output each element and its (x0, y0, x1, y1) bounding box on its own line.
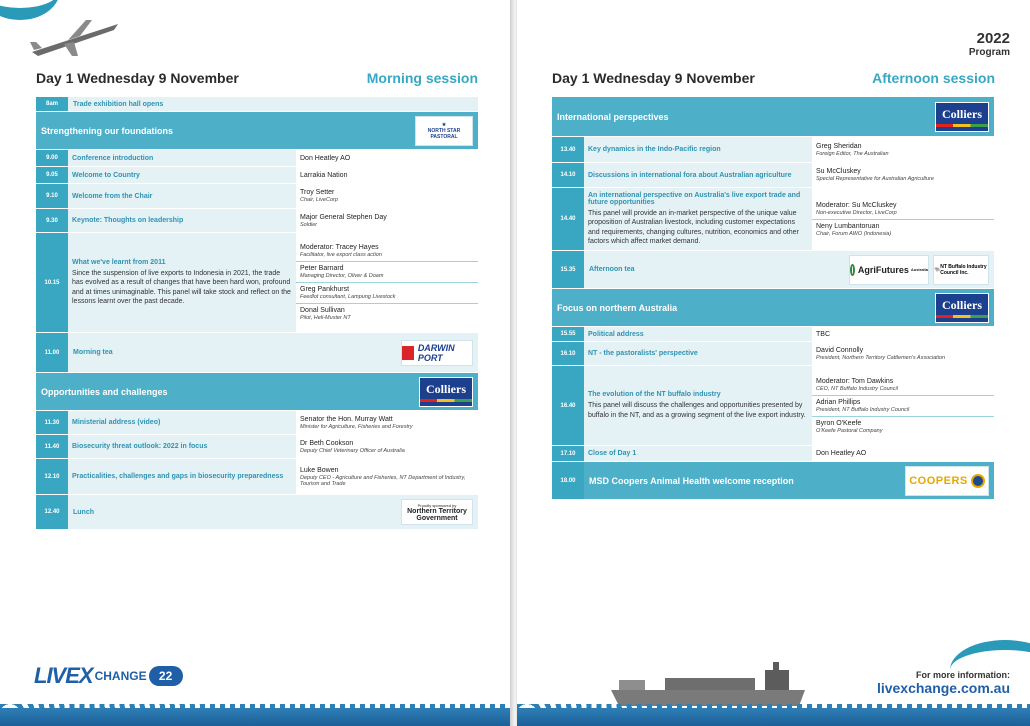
speaker-name: Moderator: Tracey Hayes (300, 244, 379, 251)
buffalo-icon: 🐃 (934, 266, 941, 273)
session-item (584, 366, 812, 445)
speaker-name: Don Heatley AO (816, 450, 867, 457)
speaker-name: Greg Pankhurst (300, 286, 350, 293)
session-title: Biosecurity threat outlook: 2022 in focus (72, 443, 208, 450)
session-title: The evolution of the NT buffalo industry (588, 391, 721, 398)
speaker-role: Minister for Agriculture, Fisheries and Forestry (300, 423, 413, 430)
section-title: MSD Coopers Animal Health welcome reception (589, 475, 794, 486)
session-item (68, 184, 296, 208)
session-title: Afternoon tea (589, 266, 635, 273)
section-header (36, 373, 478, 411)
time-cell: 15.55 (552, 327, 584, 341)
speaker-role: Chair, LiveCorp (300, 197, 338, 203)
session-item (68, 233, 296, 332)
airplane-icon (28, 18, 120, 58)
speaker-cell (812, 366, 994, 445)
speaker-name: Major General Stephen Day (300, 213, 387, 221)
speaker-cell (296, 233, 478, 332)
schedule-row (36, 233, 478, 333)
schedule-row (36, 209, 478, 233)
section-header (36, 112, 478, 150)
session-title: Lunch (73, 508, 94, 516)
session-item (584, 327, 812, 341)
time-cell: 9.10 (36, 184, 68, 208)
session-item (584, 188, 812, 250)
more-info: For more information: livexchange.com.au (876, 670, 1010, 696)
coopers-logo (905, 466, 989, 496)
day-header (552, 70, 995, 88)
speaker-name: Larrakia Nation (300, 171, 348, 179)
speaker-role: Feedlot consultant, Lampung Livestock (300, 294, 396, 300)
speaker-role: Soldier (300, 221, 318, 228)
speaker (296, 186, 478, 206)
time-cell: 9.05 (36, 167, 68, 183)
speaker (296, 464, 478, 490)
schedule-row (552, 188, 994, 251)
speaker (812, 165, 994, 185)
time-cell: 18.00 (552, 462, 584, 499)
time-cell: 13.40 (552, 137, 584, 162)
section-header (552, 289, 994, 327)
speaker-name: Byron O'Keefe (816, 419, 862, 427)
logo-text: AgriFutures (857, 264, 909, 275)
time-cell: 11.00 (36, 333, 68, 372)
leaf-icon (850, 264, 855, 276)
session-title: What we've learnt from 2011 (72, 258, 166, 266)
session-description: Since the suspension of live exports to Indonesia in 2021, the trade has evolved as a result of changes that have been hard won, profound and at times unimaginable. This panel will take stock and reflect on the lessons learnt over the past decade. (72, 269, 291, 305)
speaker (296, 169, 478, 182)
speaker-name: Moderator: Su McCluskey (816, 201, 897, 209)
speaker-role: Special Representative for Australian Agriculture (816, 176, 934, 182)
time-cell: 16.10 (552, 342, 584, 365)
logo-stripe (936, 124, 988, 127)
footer-band (517, 708, 1030, 726)
day-header (36, 70, 478, 88)
section-header (552, 97, 994, 137)
session-title: Discussions in international fora about Australian agriculture (588, 171, 792, 179)
session-item (68, 495, 478, 529)
speaker (296, 211, 478, 231)
time-cell: 12.40 (36, 495, 68, 529)
speaker-name: Peter Barnard (300, 265, 344, 272)
schedule-row (36, 167, 478, 184)
logo-stripe (420, 399, 472, 402)
speaker-name: Adrian Phillips (816, 398, 861, 406)
session-title: Key dynamics in the Indo-Pacific region (588, 146, 721, 153)
speaker (296, 283, 478, 304)
speaker-cell (812, 137, 994, 162)
schedule-row (552, 342, 994, 366)
schedule-row (36, 495, 478, 530)
session-item (584, 251, 994, 288)
speaker-cell (812, 188, 994, 250)
session-item (584, 342, 812, 365)
logo-mark (402, 346, 414, 360)
speaker-cell (296, 150, 478, 166)
section-title: Strengthening our foundations (41, 125, 173, 136)
speaker (812, 417, 994, 437)
speaker-name: David Connolly (816, 346, 864, 354)
speaker-role: President, Northern Territory Cattlemen's Association (816, 354, 946, 361)
speaker-role: Facilitator, live export class action (300, 252, 382, 258)
speaker-role: Deputy Chief Veterinary Officer of Australia (300, 447, 405, 454)
logo-text: Northern Territory (407, 507, 467, 515)
speaker-name: Luke Bowen (300, 466, 339, 474)
speaker-name: Greg Sheridan (816, 142, 862, 150)
speaker-cell (296, 411, 478, 434)
swoosh-decoration (0, 0, 60, 20)
speaker-role: CEO, NT Buffalo Industry Council (816, 385, 898, 392)
darwin-port-logo (401, 340, 473, 366)
speaker-role: President, NT Buffalo Industry Council (816, 406, 910, 413)
speaker-cell (296, 435, 478, 458)
speaker (296, 152, 478, 165)
logo-text: Colliers (942, 106, 982, 121)
session-item (584, 446, 812, 461)
speaker-role: Non-executive Director, LiveCorp (816, 209, 897, 216)
speaker-cell (296, 459, 478, 494)
time-cell: 11.40 (36, 435, 68, 458)
session-title: Political address (588, 330, 644, 338)
speaker (812, 396, 994, 417)
footer-band (0, 708, 513, 726)
time-cell: 15.35 (552, 251, 584, 288)
colliers-logo (935, 102, 989, 132)
section-title: Focus on northern Australia (557, 302, 678, 313)
session-item (68, 411, 296, 434)
speaker-role: Chair, Forum AWO (Indonesia) (816, 230, 892, 237)
speaker (296, 241, 478, 262)
session-label: Afternoon session (872, 70, 995, 86)
time-cell: 11.30 (36, 411, 68, 434)
session-title: Welcome from the Chair (72, 192, 153, 200)
session-description: This panel will discuss the challenges and opportunities presented by buffalo in the NT, and as a growing segment of the live export industry. (588, 402, 806, 419)
schedule-row (552, 327, 994, 342)
schedule-row (36, 97, 478, 112)
speaker (812, 328, 994, 341)
logo-text: Government (416, 514, 458, 522)
logo-text: Australia (910, 267, 928, 272)
schedule-row (36, 435, 478, 459)
time-cell: 16.40 (552, 366, 584, 445)
time-cell: 12.10 (36, 459, 68, 494)
time-cell: 14.10 (552, 163, 584, 187)
section-title: Opportunities and challenges (41, 386, 168, 397)
speaker (812, 344, 994, 364)
schedule-row (36, 333, 478, 373)
speaker-role: Deputy CEO - Agriculture and Fisheries, NT Department of Industry, Tourism and Trade (300, 474, 466, 487)
day-label: Day 1 Wednesday 9 November (36, 70, 239, 86)
schedule-table (36, 97, 478, 530)
session-description: This panel will provide an in-market perspective of the unique value proposition of Australian livestock, including customer expectations and requirements, changing cultures, nutrition, economics and other factors which affect market demand. (588, 209, 799, 245)
session-title: Close of Day 1 (588, 450, 637, 457)
ship-icon (605, 660, 815, 710)
day-label: Day 1 Wednesday 9 November (552, 70, 755, 86)
speaker-cell (296, 167, 478, 183)
time-cell: 9.00 (36, 150, 68, 166)
session-title: Conference introduction (72, 154, 154, 162)
colliers-logo (935, 293, 989, 323)
speaker (812, 375, 994, 396)
speaker-cell (296, 209, 478, 232)
speaker (812, 447, 994, 460)
session-label: Morning session (366, 70, 478, 86)
logo-text: Colliers (942, 297, 982, 312)
speaker-role: Managing Director, Oliver & Doam (300, 273, 384, 279)
website-link[interactable]: livexchange.com.au (876, 680, 1010, 696)
sponsor-logos (849, 255, 989, 285)
time-cell: 17.10 (552, 446, 584, 461)
livexchange-logo: LIVEX CHANGE 22 (34, 663, 183, 689)
time-cell: 9.30 (36, 209, 68, 232)
schedule-table (552, 97, 994, 500)
session-title: Ministerial address (video) (72, 419, 161, 426)
section-title: International perspectives (557, 111, 669, 122)
session-item (68, 435, 296, 458)
logo-text: PASTORAL (430, 133, 458, 140)
speaker-cell (812, 342, 994, 365)
session-item (68, 97, 478, 111)
star-icon: ★ (441, 121, 447, 128)
nt-government-logo (401, 499, 473, 525)
agrifutures-logo (849, 255, 929, 285)
speaker-name: Senator the Hon. Murray Watt (300, 415, 393, 423)
speaker (296, 413, 478, 433)
speaker (296, 304, 478, 324)
speaker-cell (812, 446, 994, 461)
speaker-name: Su McCluskey (816, 168, 861, 175)
session-title: Practicalities, challenges and gaps in biosecurity preparedness (72, 473, 284, 480)
session-title: Morning tea (73, 349, 113, 356)
speaker (812, 199, 994, 220)
colliers-logo (419, 377, 473, 407)
logo-text: Proudly sponsored by (417, 502, 457, 508)
speaker-role: Pilot, Heli-Muster NT (300, 315, 351, 321)
speaker (296, 262, 478, 283)
speaker (812, 140, 994, 160)
schedule-row (552, 251, 994, 289)
logo-mark (971, 474, 985, 488)
logo-text: DARWIN PORT (417, 342, 455, 363)
schedule-row (552, 366, 994, 446)
speaker-role: Foreign Editor, The Australian (816, 150, 889, 157)
logo-text: COOPERS (909, 474, 968, 487)
logo-text: Colliers (426, 381, 466, 396)
session-item (584, 137, 812, 162)
session-item (68, 150, 296, 166)
logo-stripe (936, 315, 988, 318)
speaker-cell (812, 327, 994, 341)
speaker-name: TBC (816, 330, 830, 338)
speaker-name: Moderator: Tom Dawkins (816, 377, 894, 385)
speaker-role: O'Keefe Pastoral Company (816, 427, 883, 434)
speaker-cell (296, 184, 478, 208)
schedule-row (36, 411, 478, 435)
schedule-row (36, 459, 478, 495)
time-cell: 8am (36, 97, 68, 111)
speaker-name: Troy Setter (300, 189, 335, 196)
session-title: Welcome to Country (72, 171, 140, 179)
logo-text: NT Buffalo Industry Council Inc. (940, 263, 987, 276)
schedule-row (552, 137, 994, 163)
section-header (552, 462, 994, 500)
logo-text: NORTH STAR (427, 127, 461, 134)
time-cell: 10.15 (36, 233, 68, 332)
speaker-name: Neny Lumbantoruan (816, 222, 880, 230)
speaker (812, 220, 994, 240)
schedule-row (552, 163, 994, 188)
session-item (68, 333, 478, 372)
session-item (68, 209, 296, 232)
time-cell: 14.40 (552, 188, 584, 250)
session-title: NT - the pastoralists' perspective (588, 350, 698, 357)
speaker-cell (812, 163, 994, 187)
north-star-pastoral-logo (415, 116, 473, 146)
schedule-row (552, 446, 994, 462)
schedule-row (36, 150, 478, 167)
nt-buffalo-logo (933, 255, 989, 285)
left-page (0, 0, 513, 726)
schedule-row (36, 184, 478, 209)
session-title: An international perspective on Australia's live export trade and future opportunities (588, 191, 801, 206)
session-title: Keynote: Thoughts on leadership (72, 217, 184, 224)
session-title: Trade exhibition hall opens (73, 100, 164, 108)
session-item (68, 459, 296, 494)
session-item (68, 167, 296, 183)
speaker-name: Dr Beth Cookson (300, 439, 354, 447)
speaker (296, 437, 478, 457)
right-page (517, 0, 1030, 726)
program-year: 2022 Program (968, 30, 1010, 58)
speaker-name: Donal Sullivan (300, 307, 345, 314)
session-item (584, 163, 812, 187)
speaker-name: Don Heatley AO (300, 154, 351, 162)
